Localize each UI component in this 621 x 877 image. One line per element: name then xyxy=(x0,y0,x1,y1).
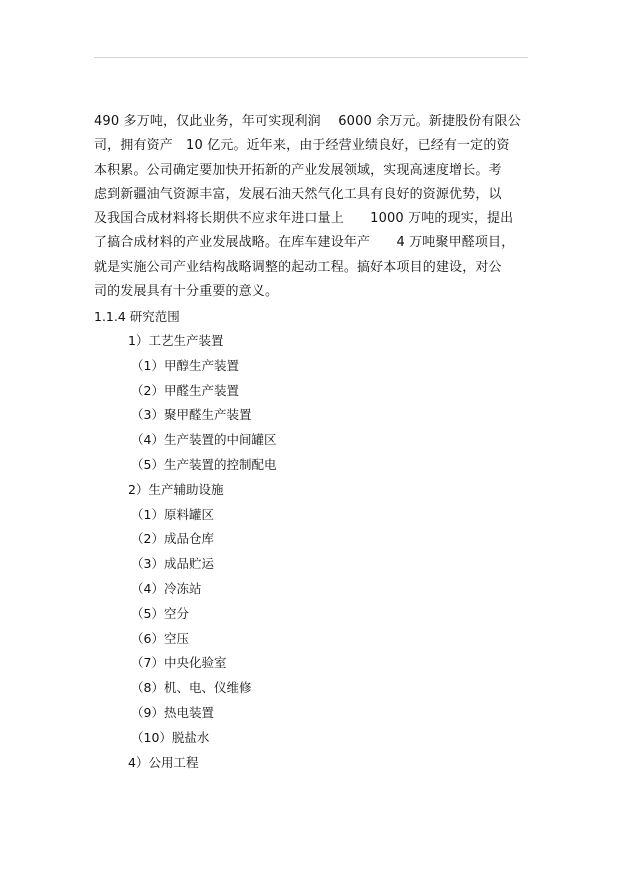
outline-category: 2）生产辅助设施 xyxy=(128,481,224,497)
paragraph-line: 司，拥有资产 10 亿元。近年来，由于经营业绩良好，已经有一定的资 xyxy=(94,138,510,154)
outline-item: （1）甲醇生产装置 xyxy=(131,357,239,373)
outline-item: （6）空压 xyxy=(131,630,189,646)
paragraph-line: 及我国合成材料将长期供不应求年进口量上 1000 万吨的现实，提出 xyxy=(94,211,514,227)
paragraph-line: 490 多万吨，仅此业务，年可实现利润 6000 余万元。新捷股份有限公 xyxy=(94,114,521,129)
section-heading: 1.1.4 研究范围 xyxy=(94,309,180,324)
outline-item: （9）热电装置 xyxy=(131,704,214,720)
outline-item: （2）甲醛生产装置 xyxy=(131,382,239,398)
outline-category: 4）公用工程 xyxy=(128,754,199,770)
outline-category: 1）工艺生产装置 xyxy=(128,333,224,348)
paragraph-line: 了搞合成材料的产业发展战略。在库车建设年产 4 万吨聚甲醛项目， xyxy=(94,235,515,251)
scope-outline xyxy=(0,329,621,775)
outline-item: （5）生产装置的控制配电 xyxy=(131,456,277,472)
outline-item: （2）成品仓库 xyxy=(131,531,214,547)
outline-item: （4）生产装置的中间罐区 xyxy=(131,432,277,448)
outline-item: （1）原料罐区 xyxy=(131,506,214,522)
outline-item: （3）聚甲醛生产装置 xyxy=(131,407,252,423)
paragraph-line: 就是实施公司产业结构战略调整的起动工程。搞好本项目的建设，对公 xyxy=(94,259,502,275)
outline-item: （5）空分 xyxy=(131,605,189,621)
outline-item: （7）中央化验室 xyxy=(131,655,227,671)
body-paragraph xyxy=(94,110,530,304)
outline-item: （3）成品贮运 xyxy=(131,556,214,572)
paragraph-line: 本积累。公司确定要加快开拓新的产业发展领域，实现高速度增长。考 xyxy=(94,162,502,178)
paragraph-line: 司的发展具有十分重要的意义。 xyxy=(94,284,279,300)
outline-item: （4）冷冻站 xyxy=(131,580,202,596)
outline-item: （10）脱盐水 xyxy=(131,729,210,745)
outline-item: （8）机、电、仪维修 xyxy=(131,680,252,696)
paragraph-line: 虑到新疆油气资源丰富，发展石油天然气化工具有良好的资源优势，以 xyxy=(94,186,502,202)
header-rule xyxy=(94,57,528,58)
